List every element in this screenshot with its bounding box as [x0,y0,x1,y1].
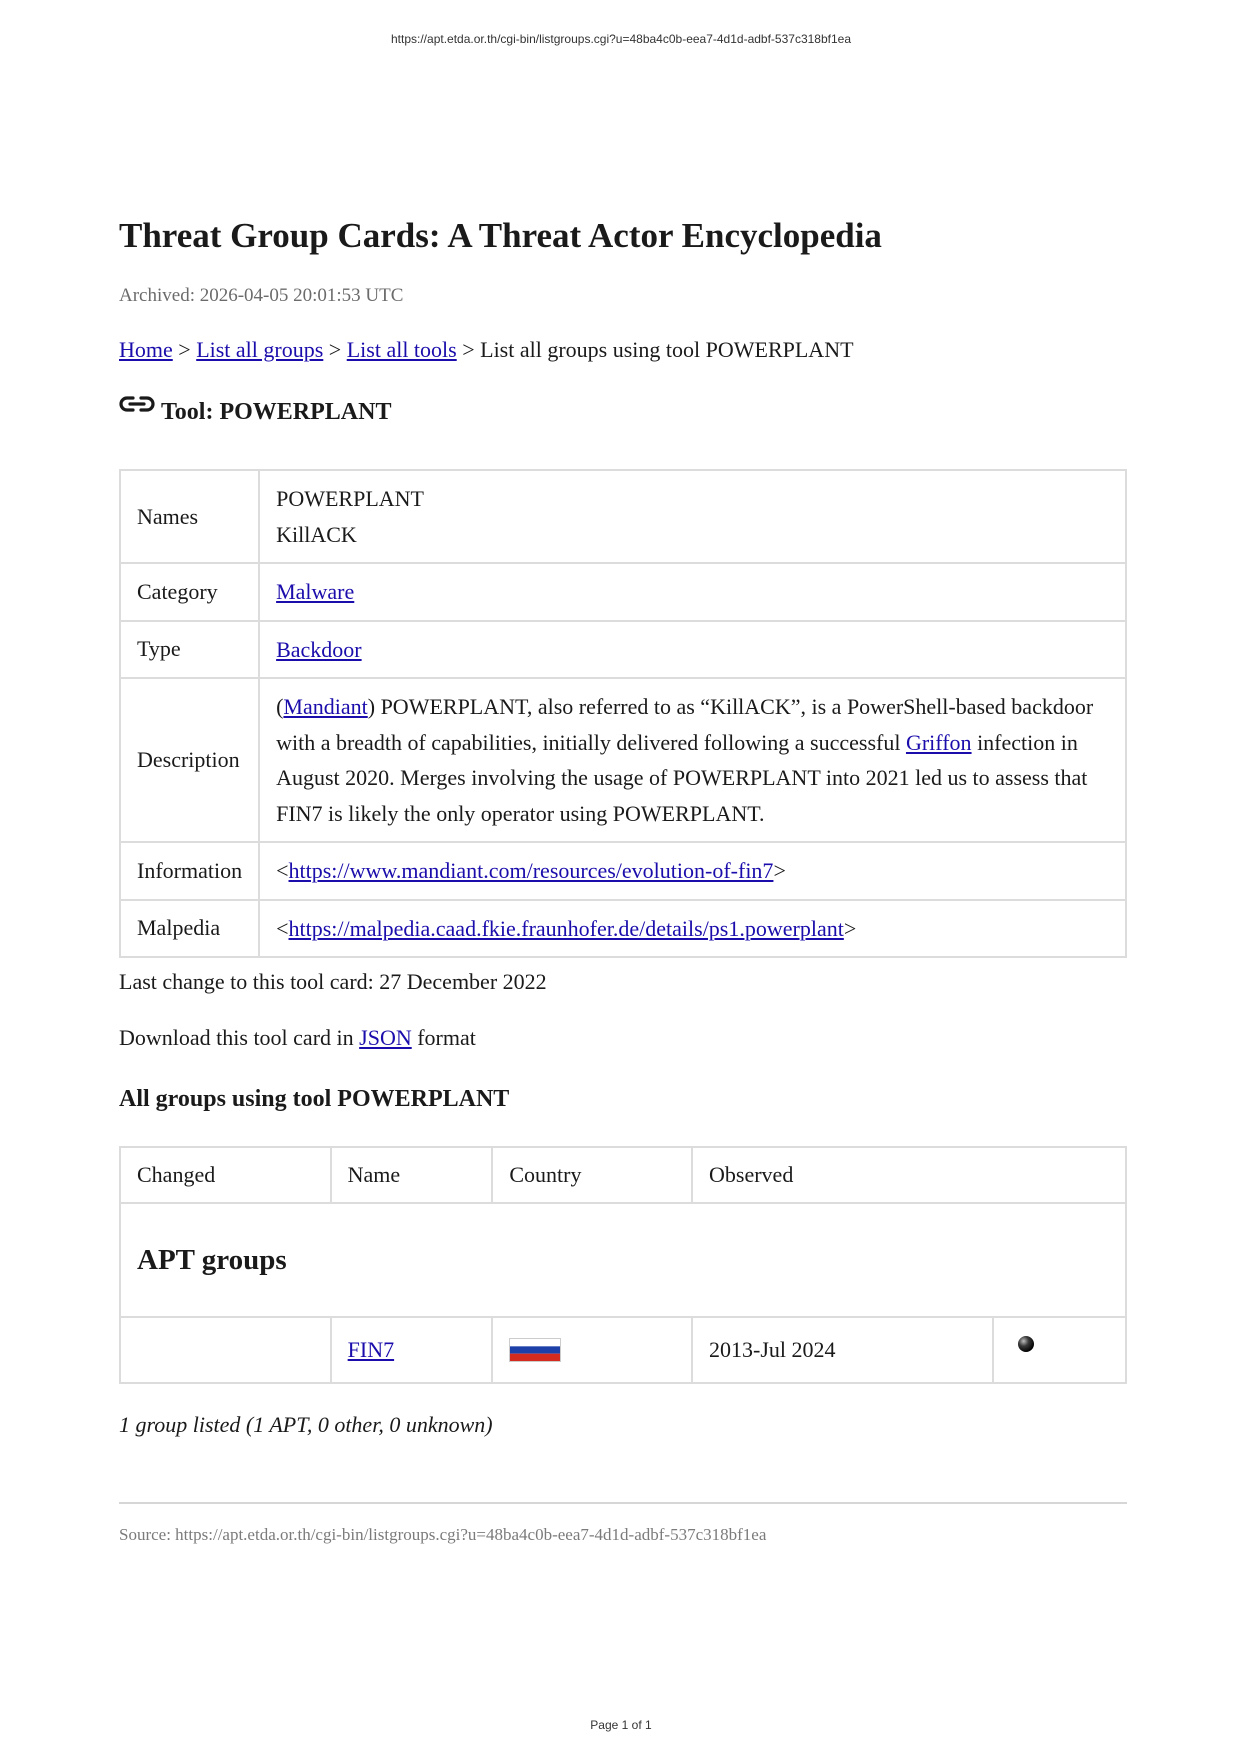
category-link[interactable]: Malware [276,579,355,604]
table-header-row [120,1147,1126,1203]
breadcrumb-separator: > [323,337,347,362]
table-row [120,470,1126,563]
groups-table [119,1146,1127,1384]
breadcrumb-separator: > [172,337,197,362]
section-row [120,1203,1126,1317]
name-item: POWERPLANT [276,486,424,511]
tool-info-table [119,469,1127,958]
bracket-open: < [276,858,289,883]
apt-groups-section-label: APT groups [120,1203,1126,1317]
information-value [259,842,1126,900]
type-link[interactable]: Backdoor [276,636,362,662]
description-label: Description [120,678,259,842]
mandiant-link[interactable]: Mandiant [283,694,368,719]
breadcrumb-home-link[interactable]: Home [119,337,173,362]
breadcrumb-groups-link[interactable]: List all groups [196,337,324,362]
breadcrumb-current: > List all groups using tool POWERPLANT [456,337,854,362]
category-label: Category [120,563,259,621]
divider [119,1502,1127,1504]
type-label: Type [120,621,259,679]
column-header-observed: Observed [692,1147,1126,1203]
breadcrumb [119,337,854,363]
type-value [259,621,1126,679]
status-cell [993,1317,1126,1383]
column-header-name: Name [331,1147,493,1203]
bracket-close: > [773,858,786,883]
table-row [120,1317,1126,1383]
print-footer-page-number: Page 1 of 1 [590,1718,652,1732]
description-value [259,678,1126,842]
archived-timestamp: Archived: 2026-04-05 20:01:53 UTC [119,285,404,306]
information-label: Information [120,842,259,900]
name-item: KillACK [276,521,357,547]
table-row [120,900,1126,958]
download-line [119,1025,476,1051]
download-prefix: Download this tool card in [119,1025,360,1050]
russia-flag-icon [509,1338,561,1362]
name-cell [331,1317,493,1383]
names-value [259,470,1126,563]
print-header-url: https://apt.etda.or.th/cgi-bin/listgroups.cgi?u=48ba4c0b-eea7-4d1d-adbf-537c318bf1ea [391,32,851,46]
country-cell [492,1317,692,1383]
black-sphere-icon [1017,1335,1035,1353]
griffon-link[interactable]: Griffon [905,729,972,755]
group-link-fin7[interactable]: FIN7 [347,1337,395,1362]
table-row [120,621,1126,679]
malpedia-label: Malpedia [120,900,259,958]
description-text: ( [276,694,284,719]
information-url-link[interactable]: https://www.mandiant.com/resources/evolution-of-fin7 [288,858,774,883]
table-row [120,842,1126,900]
breadcrumb-tools-link[interactable]: List all tools [346,337,457,362]
names-label: Names [120,470,259,563]
column-header-country: Country [492,1147,692,1203]
groups-heading: All groups using tool POWERPLANT [119,1086,510,1112]
malpedia-value [259,900,1126,958]
tool-title: Tool: POWERPLANT [161,399,392,425]
description-text: infection in August 2020. Merges involving the usage of POWERPLANT into 2021 led us to assess that FIN7 is likely the only operator using POWERPLANT. [276,729,1088,826]
page-title: Threat Group Cards: A Threat Actor Encyclopedia [119,216,882,255]
observed-cell: 2013-Jul 2024 [692,1317,993,1383]
json-download-link[interactable]: JSON [359,1025,412,1050]
table-row [120,563,1126,621]
tool-heading [119,397,391,427]
malpedia-url-link[interactable]: https://malpedia.caad.fkie.fraunhofer.de/details/ps1.powerplant [288,915,844,941]
description-text: ) POWERPLANT, also referred to as “KillACK”, is a PowerShell-based backdoor with a breadth of capabilities, initially delivered following a successful [276,694,1094,755]
download-suffix: format [411,1025,476,1050]
groups-summary: 1 group listed (1 APT, 0 other, 0 unknown) [119,1412,493,1437]
table-row [120,678,1126,842]
source-url: Source: https://apt.etda.or.th/cgi-bin/listgroups.cgi?u=48ba4c0b-eea7-4d1d-adbf-537c318bf1ea [119,1525,767,1544]
changed-cell [120,1317,331,1383]
category-value [259,563,1126,621]
bracket-close: > [843,915,857,941]
column-header-changed: Changed [120,1147,331,1203]
link-icon [119,391,155,417]
bracket-open: < [276,915,289,941]
last-change-text: Last change to this tool card: 27 December 2022 [119,969,547,994]
